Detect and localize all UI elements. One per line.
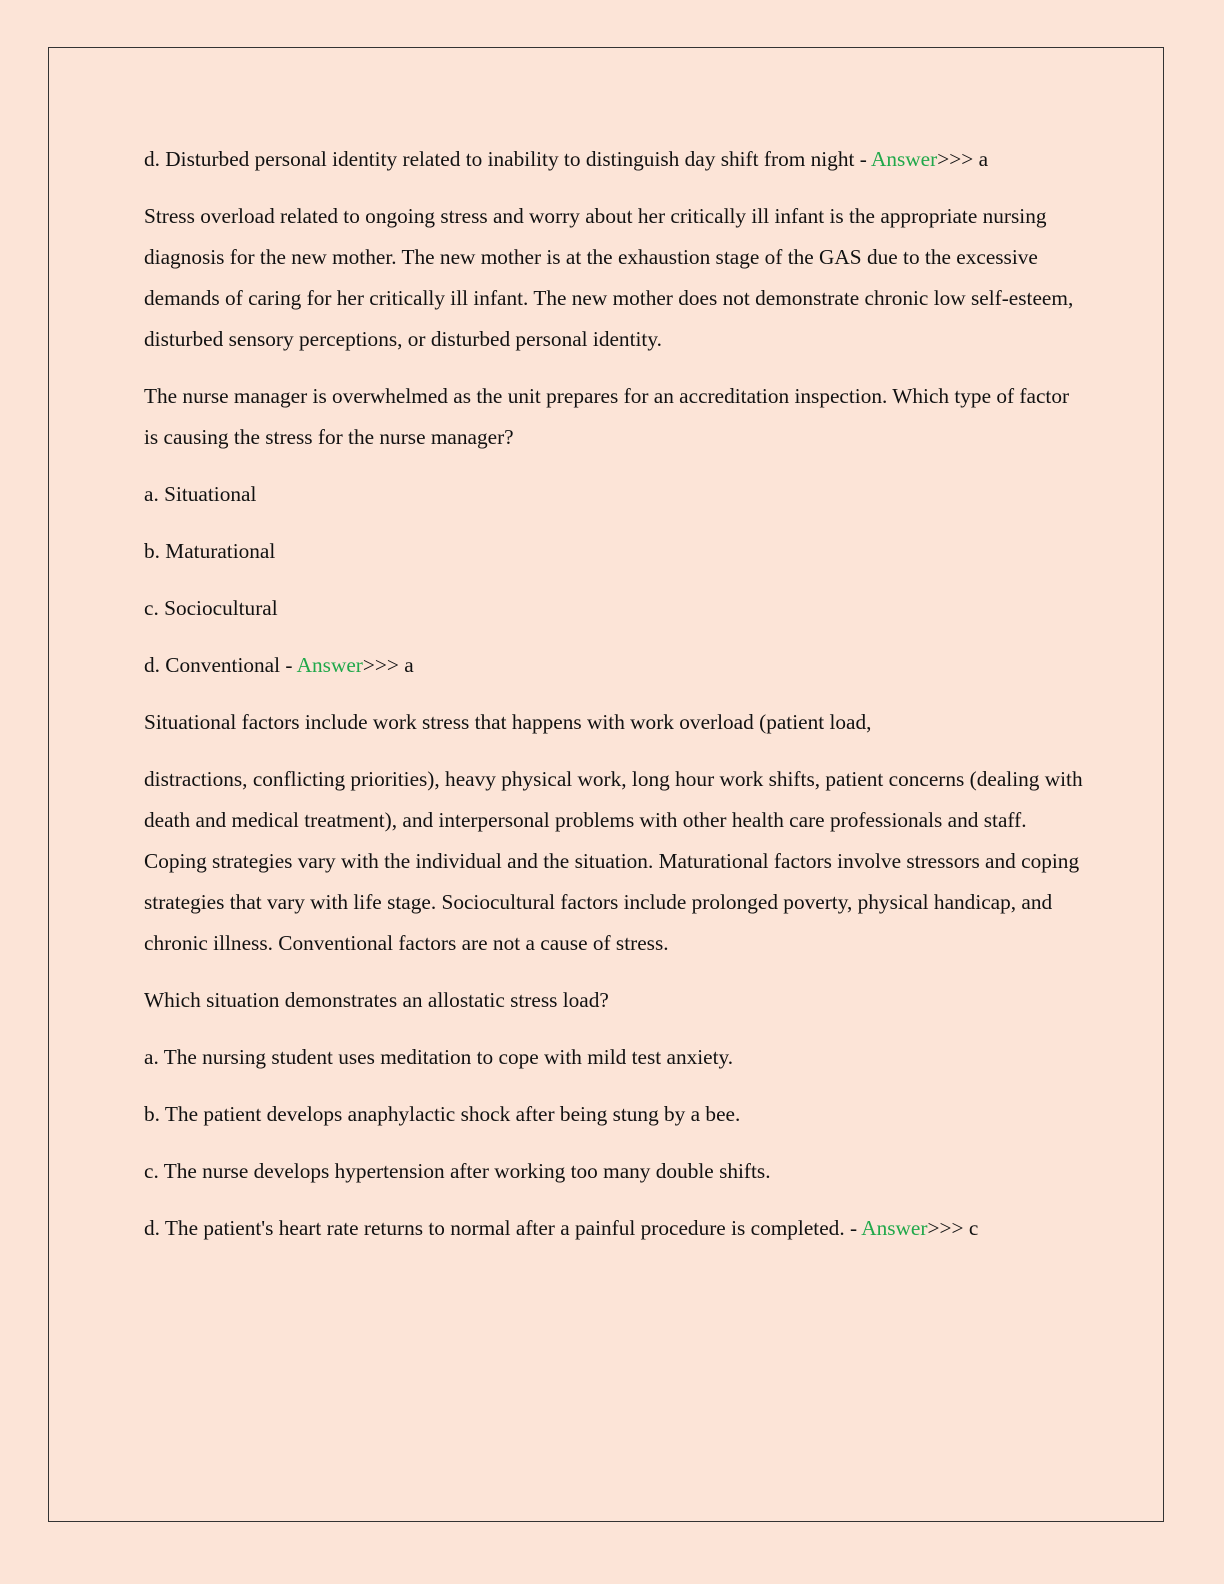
rationale-situational-line: Situational factors include work stress that happens with work overload (patient load, (144, 710, 872, 734)
document-body (144, 139, 1084, 1265)
option-a-situational: a. Situational (144, 482, 257, 506)
option-d-heart-rate: d. The patient's heart rate returns to normal after a painful procedure is completed. - Answer>>> c (144, 1216, 979, 1240)
question-nurse-manager: The nurse manager is overwhelmed as the unit prepares for an accreditation inspection. Which type of factor is causing the stress for the nurse manager? (144, 384, 1070, 449)
option-b-maturational: b. Maturational (144, 539, 276, 563)
option-d-disturbed-identity: d. Disturbed personal identity related to inability to distinguish day shift from night - Answer>>> a (144, 147, 989, 171)
option-c-sociocultural: c. Sociocultural (144, 596, 278, 620)
answer-label: Answer (861, 1216, 928, 1240)
option-b-anaphylactic: b. The patient develops anaphylactic shock after being stung by a bee. (144, 1102, 741, 1126)
rationale-situational-body: distractions, conflicting priorities), heavy physical work, long hour work shifts, patient concerns (dealing with death and medical treatment), and interpersonal problems with other health care professionals and staff. Coping strategies vary with the individual and the situation. Maturational factors involve stressors and coping strategies that vary with life stage. Sociocultural factors include prolonged poverty, physical handicap, and chronic illness. Conventional factors are not a cause of stress. (144, 767, 1083, 955)
answer-label: Answer (870, 147, 938, 171)
rationale-paragraph: Stress overload related to ongoing stress and worry about her critically ill infant is the appropriate nursing diagnosis for the new mother. The new mother is at the exhaustion stage of the GAS due to the excessive demands of caring for her critically ill infant. The new mother does not demonstrate chronic low self-esteem, disturbed sensory perceptions, or disturbed personal identity. (144, 204, 1074, 351)
question-allostatic: Which situation demonstrates an allostatic stress load? (144, 988, 609, 1012)
answer-label: Answer (296, 653, 363, 677)
option-a-meditation: a. The nursing student uses meditation to cope with mild test anxiety. (144, 1045, 734, 1069)
option-d-conventional: d. Conventional - Answer>>> a (144, 653, 414, 677)
option-c-hypertension: c. The nurse develops hypertension after working too many double shifts. (144, 1159, 771, 1183)
